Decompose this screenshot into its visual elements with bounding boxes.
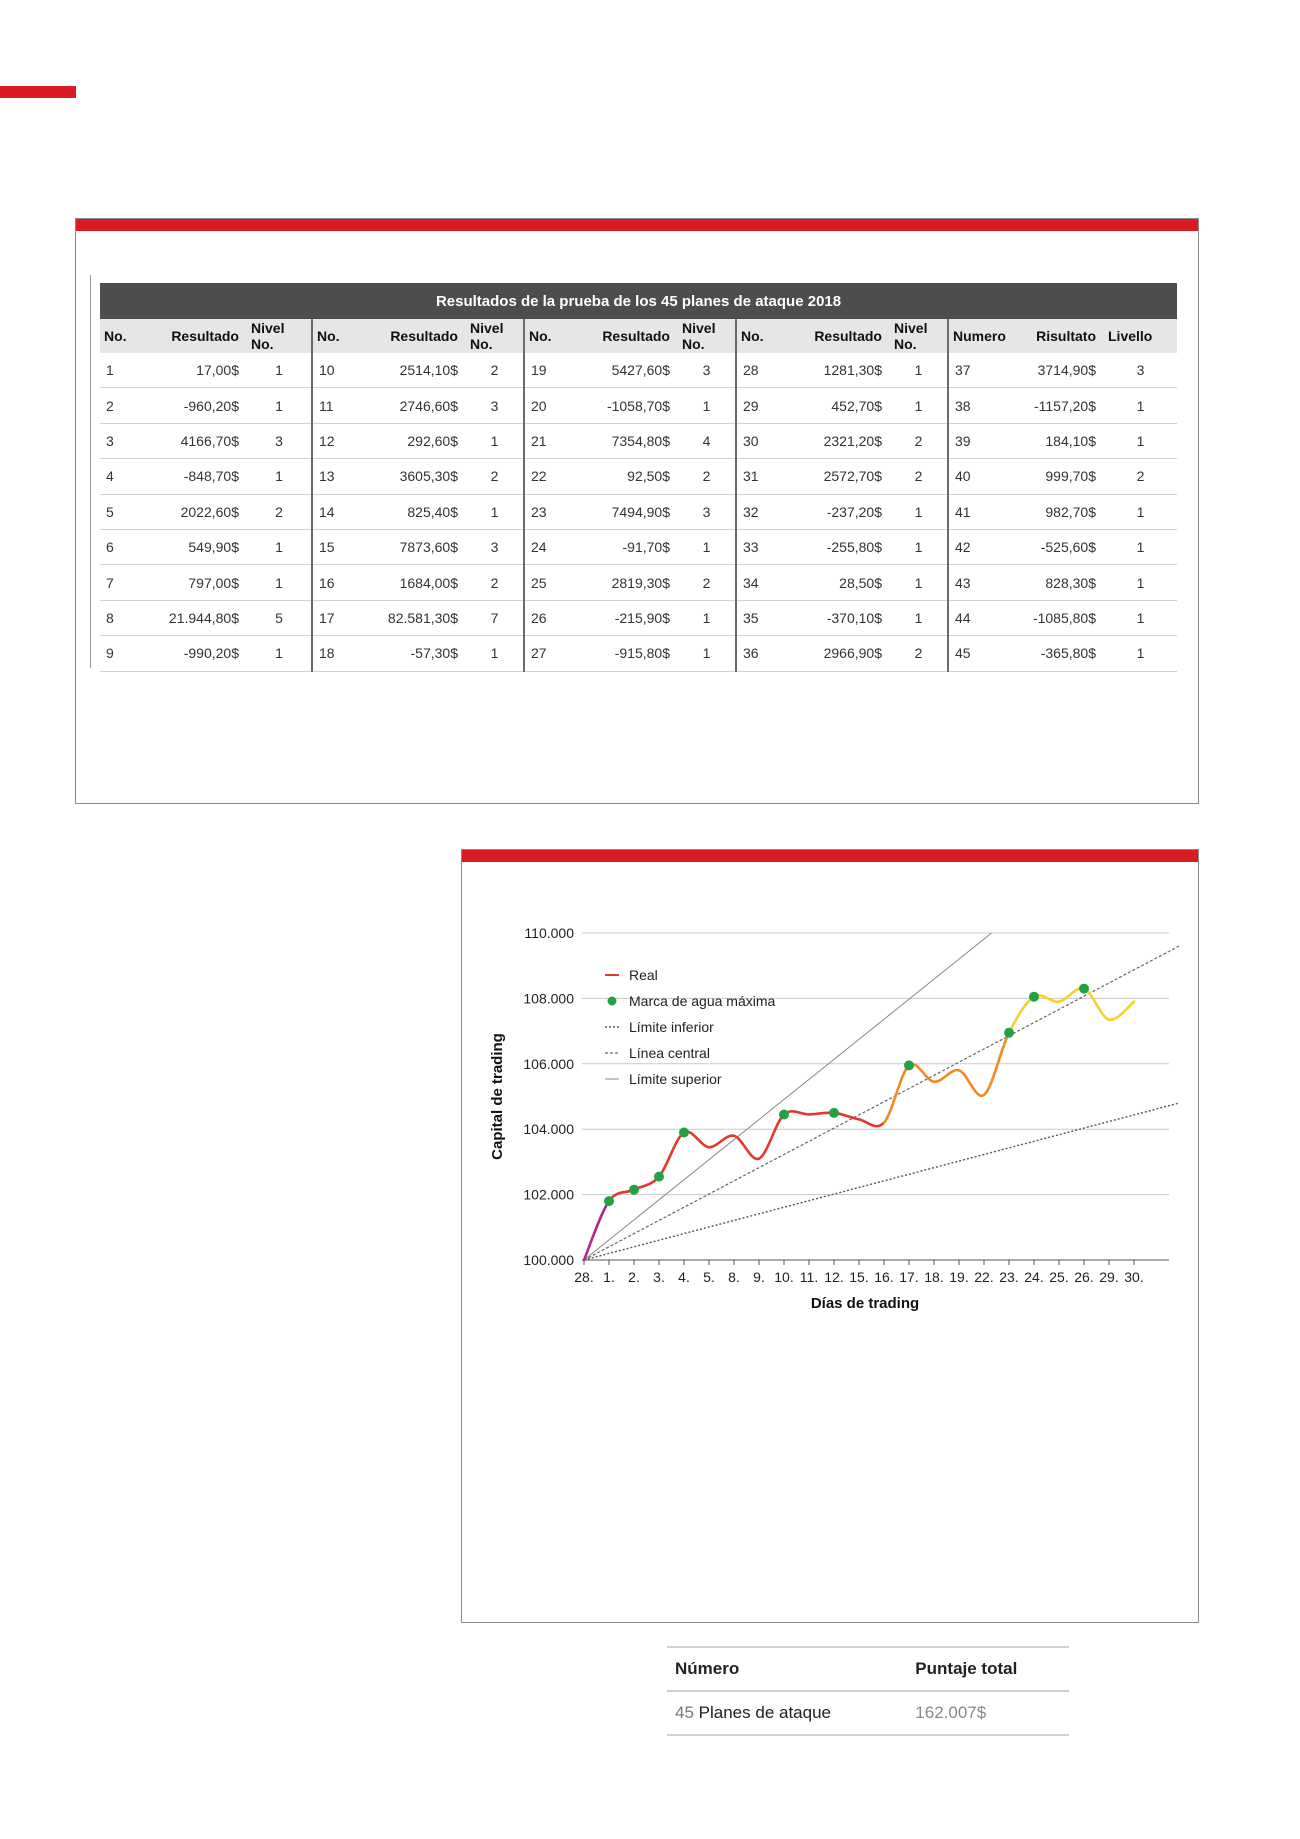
table-cell: 3 (678, 353, 736, 388)
table-cell: 2 (890, 636, 948, 671)
table-cell: 40 (948, 459, 1020, 494)
table-header-cell: No. (312, 319, 374, 353)
table-cell: -365,80$ (1020, 636, 1104, 671)
table-cell: 2 (466, 459, 524, 494)
table-cell: 7354,80$ (586, 423, 678, 458)
table-cell: 1 (247, 636, 312, 671)
table-cell: 1684,00$ (374, 565, 466, 600)
table-row (100, 600, 1177, 635)
table-cell: 2819,30$ (586, 565, 678, 600)
table-cell: 1 (247, 388, 312, 423)
table-cell: 11 (312, 388, 374, 423)
real-line-segment (734, 1136, 759, 1159)
table-cell: 31 (736, 459, 798, 494)
y-tick-label: 104.000 (523, 1121, 574, 1138)
table-cell: 825,40$ (374, 494, 466, 529)
table-cell: 1 (1104, 494, 1177, 529)
high-water-marker (679, 1127, 689, 1137)
table-cell: 38 (948, 388, 1020, 423)
table-cell: 44 (948, 600, 1020, 635)
table-cell: 7873,60$ (374, 529, 466, 564)
table-cell: 2 (678, 459, 736, 494)
table-cell: 3714,90$ (1020, 353, 1104, 388)
table-cell: 13 (312, 459, 374, 494)
table-cell: 3 (247, 423, 312, 458)
table-header-row (100, 319, 1177, 353)
table-cell: 2 (1104, 459, 1177, 494)
table-cell: 9 (100, 636, 160, 671)
table-cell: 33 (736, 529, 798, 564)
table-cell: 1 (1104, 565, 1177, 600)
table-cell: 1 (678, 388, 736, 423)
table-cell: 4 (678, 423, 736, 458)
table-cell: -370,10$ (798, 600, 890, 635)
legend-label: Real (629, 967, 658, 983)
table-cell: 999,70$ (1020, 459, 1104, 494)
table-cell: 2 (678, 565, 736, 600)
results-table-panel (75, 218, 1199, 804)
table-cell: 14 (312, 494, 374, 529)
table-header-cell: Risultato (1020, 319, 1104, 353)
table-cell: 2746,60$ (374, 388, 466, 423)
x-tick-label: 26. (1074, 1269, 1094, 1285)
summary-table (667, 1646, 1069, 1736)
table-cell: 16 (312, 565, 374, 600)
table-cell: 24 (524, 529, 586, 564)
real-line-segment (934, 1070, 959, 1082)
table-cell: 36 (736, 636, 798, 671)
table-row (100, 636, 1177, 671)
y-tick-label: 106.000 (523, 1055, 574, 1072)
table-cell: -960,20$ (160, 388, 247, 423)
table-cell: 1 (100, 353, 160, 388)
high-water-marker (654, 1172, 664, 1182)
table-cell: 452,70$ (798, 388, 890, 423)
table-cell: -990,20$ (160, 636, 247, 671)
table-row (100, 459, 1177, 494)
table-cell: -237,20$ (798, 494, 890, 529)
chart-panel (461, 849, 1199, 1623)
table-cell: 17,00$ (160, 353, 247, 388)
x-tick-label: 24. (1024, 1269, 1044, 1285)
table-cell: 7 (100, 565, 160, 600)
high-water-marker (629, 1185, 639, 1195)
table-cell: 1 (247, 565, 312, 600)
table-cell: 2572,70$ (798, 459, 890, 494)
table-cell: 6 (100, 529, 160, 564)
table-cell: 2 (466, 353, 524, 388)
table-cell: 28,50$ (798, 565, 890, 600)
table-cell: -848,70$ (160, 459, 247, 494)
table-cell: 41 (948, 494, 1020, 529)
table-row (100, 353, 1177, 388)
table-cell: 184,10$ (1020, 423, 1104, 458)
table-cell: 982,70$ (1020, 494, 1104, 529)
table-cell: 1 (1104, 388, 1177, 423)
x-tick-label: 16. (874, 1269, 894, 1285)
results-table (100, 283, 1177, 672)
table-header-cell: Nivel No. (678, 319, 736, 353)
table-cell: 29 (736, 388, 798, 423)
table-cell: 8 (100, 600, 160, 635)
table-cell: 3 (1104, 353, 1177, 388)
legend-label: Límite superior (629, 1071, 722, 1087)
table-cell: 1 (890, 388, 948, 423)
x-tick-label: 11. (799, 1269, 819, 1285)
table-cell: 1 (1104, 423, 1177, 458)
real-line-segment (659, 1132, 684, 1176)
table-cell: 3 (466, 529, 524, 564)
table-cell: 2 (247, 494, 312, 529)
x-tick-label: 9. (753, 1269, 765, 1285)
table-cell: -1085,80$ (1020, 600, 1104, 635)
table-cell: 35 (736, 600, 798, 635)
x-tick-label: 19. (949, 1269, 969, 1285)
real-line-segment (1009, 997, 1034, 1033)
legend-label: Línea central (629, 1045, 710, 1061)
table-cell: 21 (524, 423, 586, 458)
table-cell: 4166,70$ (160, 423, 247, 458)
trading-capital-chart (462, 850, 1198, 1622)
table-cell: 17 (312, 600, 374, 635)
high-water-marker (829, 1108, 839, 1118)
x-tick-label: 2. (628, 1269, 640, 1285)
table-cell: 7 (466, 600, 524, 635)
table-cell: 26 (524, 600, 586, 635)
table-cell: 2514,10$ (374, 353, 466, 388)
table-cell: 39 (948, 423, 1020, 458)
real-line-segment (1109, 1002, 1134, 1020)
summary-total: 162.007$ (907, 1691, 1069, 1735)
table-cell: 19 (524, 353, 586, 388)
table-row (100, 529, 1177, 564)
table-header-cell: Resultado (586, 319, 678, 353)
table-cell: 42 (948, 529, 1020, 564)
corner-accent-bar (0, 86, 76, 98)
high-water-marker (779, 1109, 789, 1119)
table-header-cell: No. (524, 319, 586, 353)
table-header-cell: Numero (948, 319, 1020, 353)
table-cell: 5 (100, 494, 160, 529)
table-cell: 20 (524, 388, 586, 423)
table-cell: 1 (890, 600, 948, 635)
table-row (100, 565, 1177, 600)
table-cell: 1 (1104, 529, 1177, 564)
real-line-segment (709, 1136, 734, 1148)
table-cell: 1 (466, 423, 524, 458)
table-cell: 21.944,80$ (160, 600, 247, 635)
x-tick-label: 29. (1099, 1269, 1119, 1285)
table-cell: 797,00$ (160, 565, 247, 600)
table-cell: 25 (524, 565, 586, 600)
table-row (100, 423, 1177, 458)
high-water-marker (1079, 984, 1089, 994)
table-cell: 2 (890, 459, 948, 494)
table-cell: 1281,30$ (798, 353, 890, 388)
table-cell: 828,30$ (1020, 565, 1104, 600)
real-line-segment (759, 1114, 784, 1158)
table-header-cell: Resultado (374, 319, 466, 353)
panel-side-rule (90, 275, 91, 668)
table-header-cell: Resultado (160, 319, 247, 353)
high-water-marker (904, 1060, 914, 1070)
table-cell: 5427,60$ (586, 353, 678, 388)
table-cell: 22 (524, 459, 586, 494)
summary-plans-cell (667, 1691, 907, 1735)
table-cell: 3 (466, 388, 524, 423)
table-cell: -525,60$ (1020, 529, 1104, 564)
table-cell: 1 (678, 636, 736, 671)
x-tick-label: 4. (678, 1269, 690, 1285)
summary-header-number: Número (667, 1647, 907, 1691)
table-cell: 28 (736, 353, 798, 388)
table-cell: 1 (890, 494, 948, 529)
legend-swatch-marker (608, 997, 617, 1006)
table-cell: 1 (247, 529, 312, 564)
x-tick-label: 10. (774, 1269, 794, 1285)
table-cell: 1 (890, 529, 948, 564)
table-cell: 1 (1104, 600, 1177, 635)
legend-label: Límite inferior (629, 1019, 714, 1035)
table-cell: 34 (736, 565, 798, 600)
table-cell: 18 (312, 636, 374, 671)
table-cell: 1 (466, 494, 524, 529)
table-cell: 43 (948, 565, 1020, 600)
table-row (100, 494, 1177, 529)
table-cell: 549,90$ (160, 529, 247, 564)
table-cell: 27 (524, 636, 586, 671)
table-cell: 7494,90$ (586, 494, 678, 529)
y-tick-label: 102.000 (523, 1186, 574, 1203)
table-cell: -1157,20$ (1020, 388, 1104, 423)
x-tick-label: 22. (974, 1269, 994, 1285)
table-cell: 1 (247, 459, 312, 494)
high-water-marker (1004, 1028, 1014, 1038)
table-header-cell: Nivel No. (247, 319, 312, 353)
table-cell: 2321,20$ (798, 423, 890, 458)
x-tick-label: 17. (899, 1269, 919, 1285)
x-tick-label: 8. (728, 1269, 740, 1285)
real-line-segment (884, 1065, 909, 1122)
table-cell: 4 (100, 459, 160, 494)
x-tick-label: 5. (703, 1269, 715, 1285)
table-cell: 10 (312, 353, 374, 388)
table-cell: 15 (312, 529, 374, 564)
x-tick-label: 3. (653, 1269, 665, 1285)
table-header-cell: No. (736, 319, 798, 353)
table-cell: -915,80$ (586, 636, 678, 671)
high-water-marker (1029, 992, 1039, 1002)
table-cell: -1058,70$ (586, 388, 678, 423)
x-tick-label: 15. (849, 1269, 869, 1285)
table-cell: 5 (247, 600, 312, 635)
table-cell: 3 (100, 423, 160, 458)
table-cell: 45 (948, 636, 1020, 671)
table-cell: 1 (466, 636, 524, 671)
panel-accent-bar (76, 219, 1198, 231)
x-tick-label: 12. (824, 1269, 844, 1285)
summary-label: Planes de ataque (698, 1703, 831, 1722)
table-cell: -255,80$ (798, 529, 890, 564)
y-tick-label: 110.000 (524, 925, 574, 941)
x-tick-label: 23. (999, 1269, 1019, 1285)
y-tick-label: 108.000 (523, 990, 574, 1007)
table-cell: 82.581,30$ (374, 600, 466, 635)
table-cell: 30 (736, 423, 798, 458)
x-tick-label: 25. (1049, 1269, 1069, 1285)
table-cell: 292,60$ (374, 423, 466, 458)
table-cell: 1 (247, 353, 312, 388)
x-tick-label: 1. (603, 1269, 615, 1285)
table-title: Resultados de la prueba de los 45 planes de ataque 2018 (100, 283, 1177, 319)
table-cell: 32 (736, 494, 798, 529)
table-cell: 12 (312, 423, 374, 458)
table-cell: 3605,30$ (374, 459, 466, 494)
table-header-cell: Livello (1104, 319, 1177, 353)
table-cell: 2022,60$ (160, 494, 247, 529)
x-tick-label: 18. (924, 1269, 944, 1285)
table-cell: 23 (524, 494, 586, 529)
summary-count: 45 (675, 1703, 694, 1722)
table-cell: 1 (678, 529, 736, 564)
table-cell: -57,30$ (374, 636, 466, 671)
real-line-segment (1084, 989, 1109, 1020)
real-line-segment (959, 1070, 984, 1095)
table-cell: 37 (948, 353, 1020, 388)
legend-label: Marca de agua máxima (629, 993, 776, 1009)
y-tick-label: 100.000 (523, 1252, 574, 1268)
table-header-cell: Nivel No. (890, 319, 948, 353)
table-cell: 2 (890, 423, 948, 458)
real-line-segment (859, 1119, 884, 1126)
x-tick-label: 30. (1124, 1269, 1144, 1285)
table-cell: -91,70$ (586, 529, 678, 564)
table-cell: 92,50$ (586, 459, 678, 494)
table-cell: -215,90$ (586, 600, 678, 635)
table-body (100, 353, 1177, 671)
table-header-cell: No. (100, 319, 160, 353)
real-line-segment (584, 1201, 609, 1260)
y-axis-title: Capital de trading (489, 1033, 506, 1160)
table-cell: 2966,90$ (798, 636, 890, 671)
table-cell: 2 (100, 388, 160, 423)
x-tick-label: 28. (574, 1269, 594, 1285)
table-row (100, 388, 1177, 423)
table-header-cell: Resultado (798, 319, 890, 353)
x-axis-title: Días de trading (810, 1295, 920, 1312)
high-water-marker (604, 1196, 614, 1206)
table-cell: 3 (678, 494, 736, 529)
series-line-0 (584, 1103, 1179, 1260)
summary-header-total: Puntaje total (907, 1647, 1069, 1691)
table-header-cell: Nivel No. (466, 319, 524, 353)
table-cell: 1 (678, 600, 736, 635)
table-cell: 2 (466, 565, 524, 600)
table-cell: 1 (890, 565, 948, 600)
table-cell: 1 (890, 353, 948, 388)
table-cell: 1 (1104, 636, 1177, 671)
